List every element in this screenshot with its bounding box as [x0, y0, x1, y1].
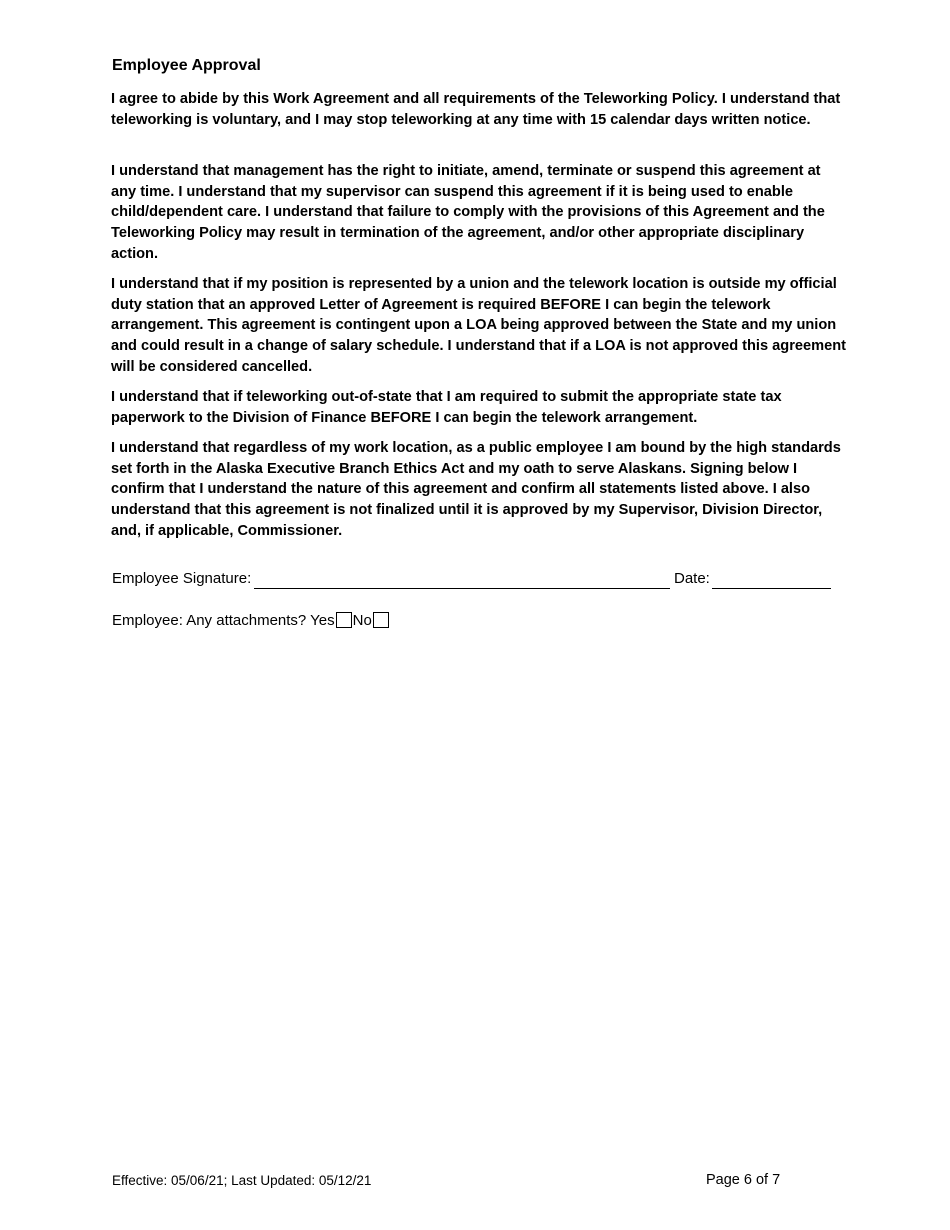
date-field[interactable]	[712, 588, 831, 589]
section-heading: Employee Approval	[112, 57, 261, 74]
employee-signature-label: Employee Signature:	[112, 570, 252, 587]
management-rights-paragraph: I understand that management has the right to initiate, amend, terminate or suspend this agreement at any time. I understand that my supervisor can suspend this agreement if it is being used to enable child/dependent care. I understand that failure to comply with the provisions of this Agreement and the Teleworking Policy may result in termination of the agreement, and/or other appropriate disciplinary action.	[111, 163, 825, 262]
attachments-row	[112, 610, 390, 630]
date-label: Date:	[674, 570, 710, 587]
attachments-yes-checkbox[interactable]	[336, 612, 352, 628]
union-paragraph: I understand that if my position is represented by a union and the telework location is outside my official duty station that an approved Letter of Agreement is required BEFORE I can begin the telework arrangement. This agreement is contingent upon a LOA being approved between the State and my union and could result in a change of salary schedule. I understand that if a LOA is not approved this agreement will be considered cancelled.	[111, 276, 846, 375]
ethics-paragraph: I understand that regardless of my work location, as a public employee I am bound by the high standards set forth in the Alaska Executive Branch Ethics Act and my oath to serve Alaskans. Signing below I confirm that I understand the nature of this agreement and confirm all statements listed above. I also understand that this agreement is not finalized until it is approved by my Supervisor, Division Director, and, if applicable, Commissioner.	[111, 440, 841, 539]
attachments-question: Employee: Any attachments? Yes	[112, 611, 335, 629]
footer-effective-date: Effective: 05/06/21; Last Updated: 05/12/21	[112, 1173, 372, 1188]
employee-signature-field[interactable]	[254, 588, 670, 589]
footer-page-number: Page 6 of 7	[706, 1172, 781, 1188]
attachments-no-label: No	[352, 611, 372, 629]
out-of-state-paragraph: I understand that if teleworking out-of-state that I am required to submit the appropriate state tax paperwork to the Division of Finance BEFORE I can begin the telework arrangement.	[111, 389, 782, 426]
signature-row	[112, 570, 832, 592]
attachments-no-checkbox[interactable]	[373, 612, 389, 628]
agreement-paragraph: I agree to abide by this Work Agreement and all requirements of the Teleworking Policy. I understand that teleworking is voluntary, and I may stop teleworking at any time with 15 calendar days written notice.	[111, 91, 841, 128]
